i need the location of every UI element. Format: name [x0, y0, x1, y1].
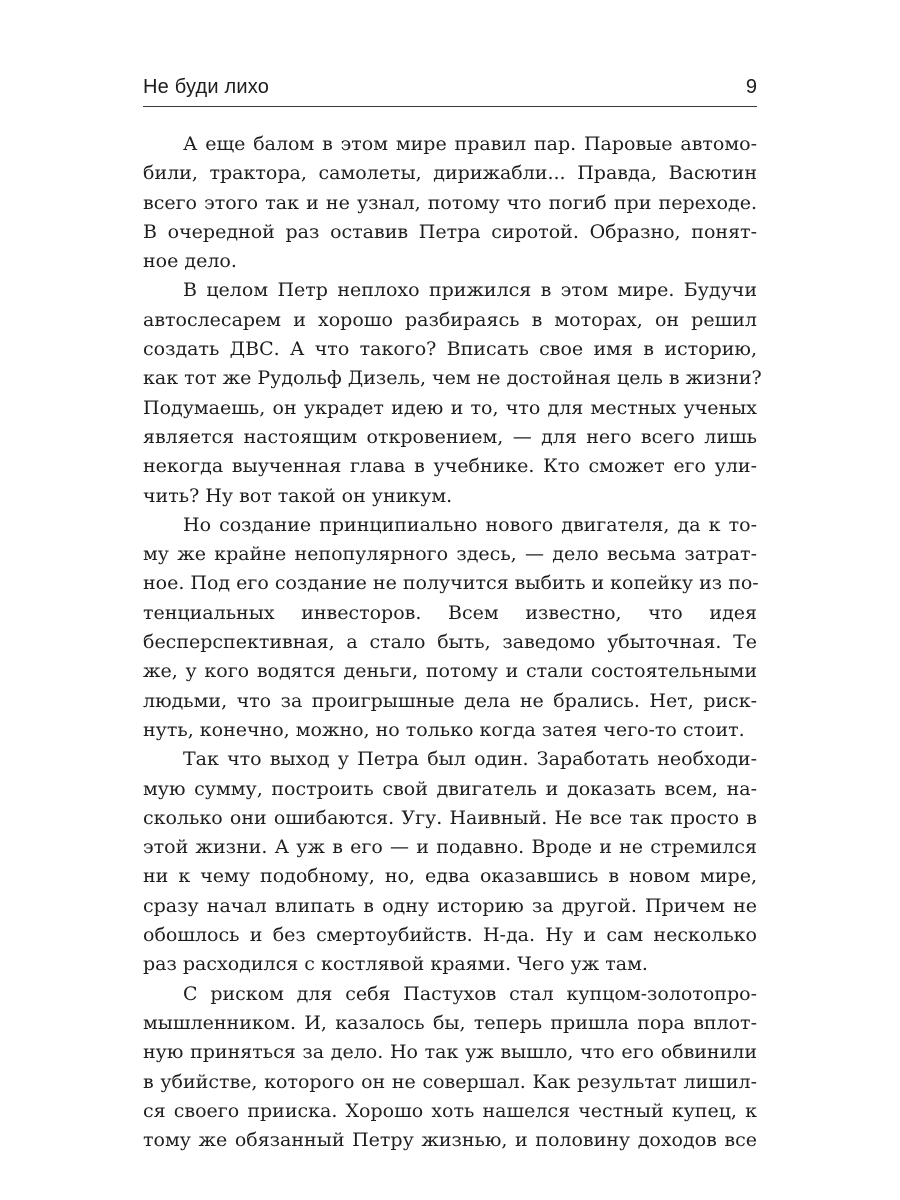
body-text — [143, 130, 762, 1155]
text-line: мышленником. И, казалось бы, теперь пришла пора вплот- — [143, 1011, 757, 1034]
text-line: му же крайне непопулярного здесь, — дело весьма затрат- — [143, 543, 757, 566]
text-line: мую сумму, построить свой двигатель и доказать всем, на- — [143, 777, 757, 800]
running-header — [143, 72, 757, 107]
text-line: нуть, конечно, можно, но только когда затея чего-то стоит. — [143, 718, 745, 741]
text-line: С риском для себя Пастухов стал купцом-золотопро- — [183, 982, 757, 1005]
text-line: ное. Под его создание не получится выбить и копейку из по- — [143, 572, 759, 595]
text-line: ное дело. — [143, 250, 237, 273]
text-line: бесперспективная, а стало быть, заведомо убыточная. Те — [143, 631, 757, 654]
text-line: людьми, что за проигрышные дела не брались. Нет, риск- — [143, 689, 757, 712]
text-line: же, у кого водятся деньги, потому и стали состоятельными — [143, 660, 757, 683]
text-line: В целом Петр неплохо прижился в этом мире. Будучи — [183, 279, 757, 302]
text-line: всего этого так и не узнал, потому что погиб при переходе. — [143, 191, 757, 214]
text-line: обошлось и без смертоубийств. Н-да. Ну и сам несколько — [143, 924, 757, 947]
page-number: 9 — [745, 76, 757, 98]
text-line: Подумаешь, он украдет идею и то, что для местных ученых — [143, 396, 757, 419]
text-line: Так что выход у Петра был один. Заработать необходи- — [183, 748, 757, 771]
text-line: били, трактора, самолеты, дирижабли... Правда, Васютин — [143, 162, 757, 185]
text-line: некогда выученная глава в учебнике. Кто сможет его ули- — [143, 455, 757, 478]
text-line: как тот же Рудольф Дизель, чем не достойная цель в жизни? — [143, 367, 762, 390]
text-line: сразу начал влипать в одну историю за другой. Причем не — [143, 894, 757, 917]
text-line: ся своего прииска. Хорошо хоть нашелся честный купец, к — [143, 1099, 757, 1122]
text-line: ную приняться за дело. Но так уж вышло, что его обвинили — [143, 1041, 757, 1064]
text-line: Но создание принципиально нового двигателя, да к то- — [183, 513, 757, 536]
text-line: является настоящим откровением, — для него всего лишь — [143, 425, 757, 448]
text-line: тенциальных инвесторов. Всем известно, что идея — [143, 601, 757, 624]
text-line: тому же обязанный Петру жизнью, и половину доходов все — [143, 1129, 757, 1152]
text-line: этой жизни. А уж в его — и подавно. Вроде и не стремился — [143, 836, 757, 859]
book-title: Не буди лихо — [143, 76, 270, 98]
text-line: ни к чему подобному, но, едва оказавшись в новом мире, — [143, 865, 757, 888]
text-line: сколько они ошибаются. Угу. Наивный. Не все так просто в — [143, 806, 757, 829]
text-line: А еще балом в этом мире правил пар. Паровые автомо- — [183, 133, 757, 155]
text-line: раз расходился с костлявой краями. Чего уж там. — [143, 953, 648, 976]
text-line: В очередной раз оставив Петра сиротой. Образно, понят- — [143, 220, 757, 243]
text-line: в убийстве, которого он не совершал. Как результат лишил- — [143, 1070, 757, 1093]
text-line: автослесарем и хорошо разбираясь в моторах, он решил — [143, 308, 757, 331]
text-line: чить? Ну вот такой он уникум. — [143, 484, 453, 507]
text-line: создать ДВС. А что такого? Вписать свое имя в историю, — [143, 338, 757, 361]
